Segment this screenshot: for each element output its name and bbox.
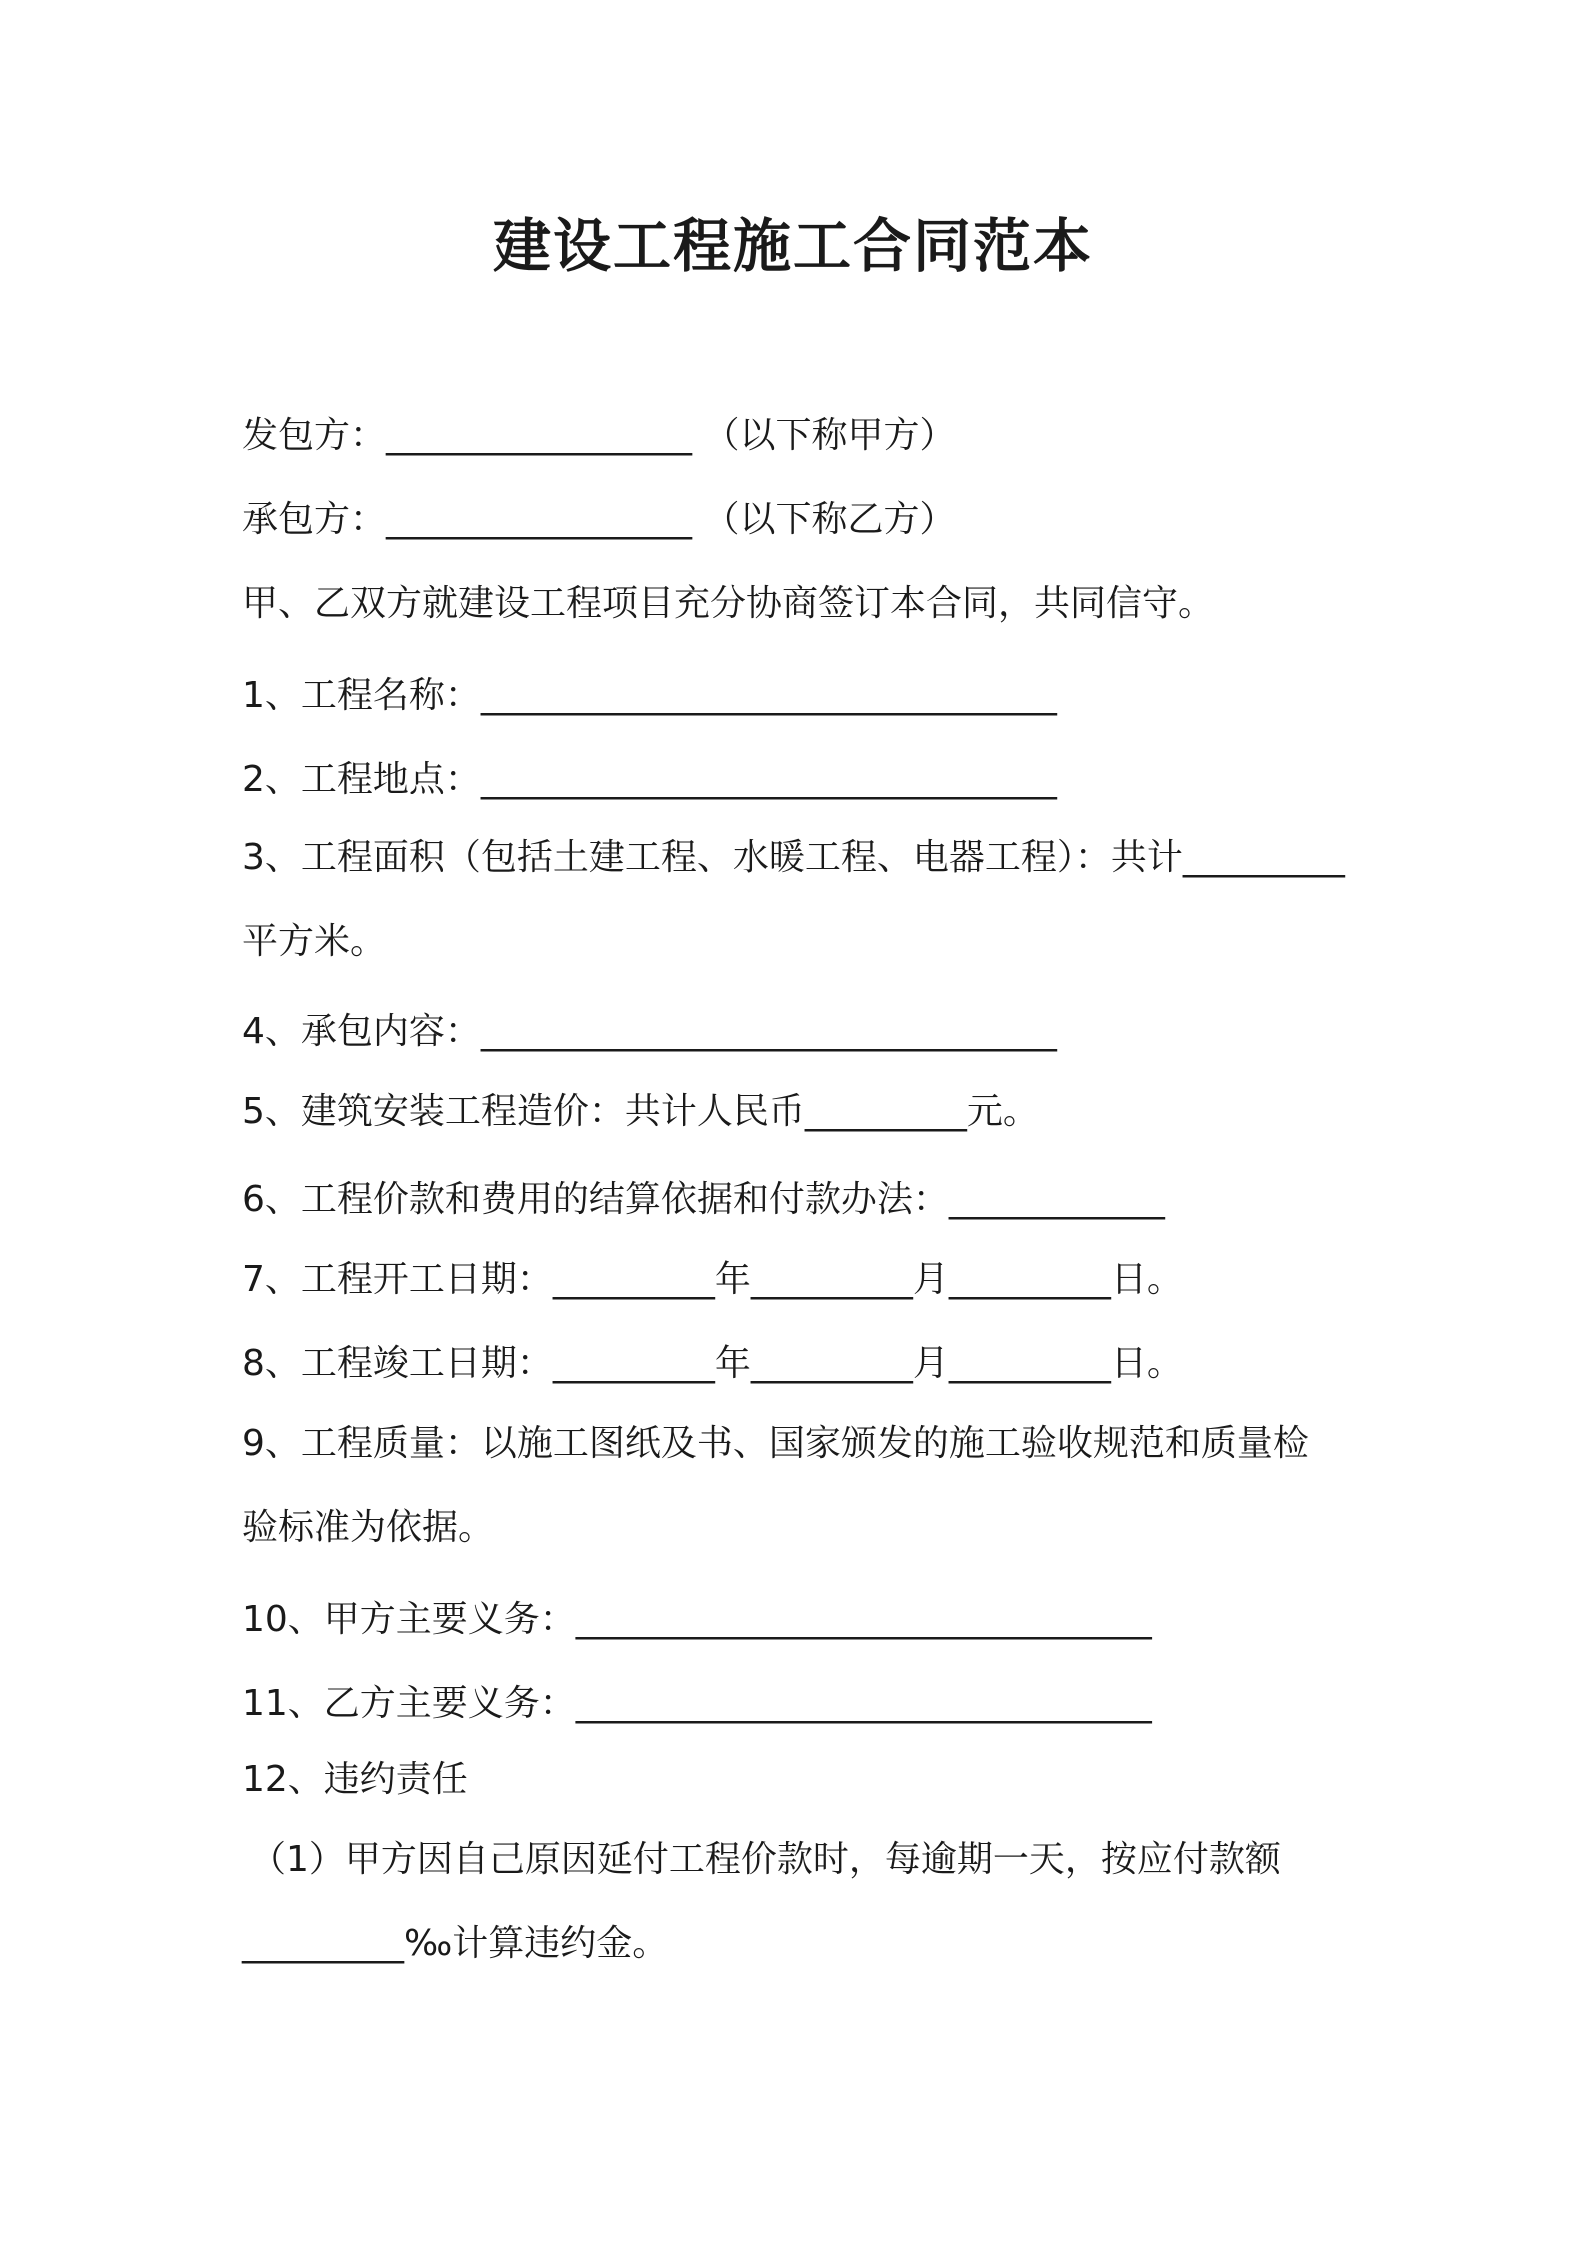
agreement-statement: 甲、乙双方就建设工程项目充分协商签订本合同，共同信守。 [242,583,1215,624]
clause-9-continuation: 验标准为依据。 [242,1507,495,1548]
clause-3-project-area: 3、工程面积（包括土建工程、水暖工程、电器工程）：共计_________ [242,837,1345,878]
party-b-line: 承包方：_________________ （以下称乙方） [242,499,956,540]
clause-5-project-cost: 5、建筑安装工程造价：共计人民币_________元。 [242,1091,1039,1132]
document-title: 建设工程施工合同范本 [492,212,1093,280]
clause-4-contract-scope: 4、承包内容：________________________________ [242,1011,1057,1052]
clause-7-start-date: 7、工程开工日期：_________年_________月_________日。 [242,1259,1183,1300]
clause-6-settlement: 6、工程价款和费用的结算依据和付款办法：____________ [242,1179,1165,1220]
clause-2-project-location: 2、工程地点：________________________________ [242,759,1057,800]
clause-12-item-1: （1）甲方因自己原因延付工程价款时，每逾期一天，按应付款额 [250,1839,1281,1880]
clause-11-party-b-duties: 11、乙方主要义务：________________________________ [242,1683,1152,1724]
clause-1-project-name: 1、工程名称：________________________________ [242,675,1057,716]
clause-8-completion-date: 8、工程竣工日期：_________年_________月_________日。 [242,1343,1183,1384]
clause-3-continuation: 平方米。 [242,921,387,962]
clause-10-party-a-duties: 10、甲方主要义务：________________________________ [242,1599,1152,1640]
clause-12-liability-heading: 12、违约责任 [242,1759,468,1800]
party-a-line: 发包方：_________________ （以下称甲方） [242,415,956,456]
clause-9-quality: 9、工程质量：以施工图纸及书、国家颁发的施工验收规范和质量检 [242,1423,1309,1464]
clause-12-item-1-continuation: _________‰计算违约金。 [242,1923,669,1964]
